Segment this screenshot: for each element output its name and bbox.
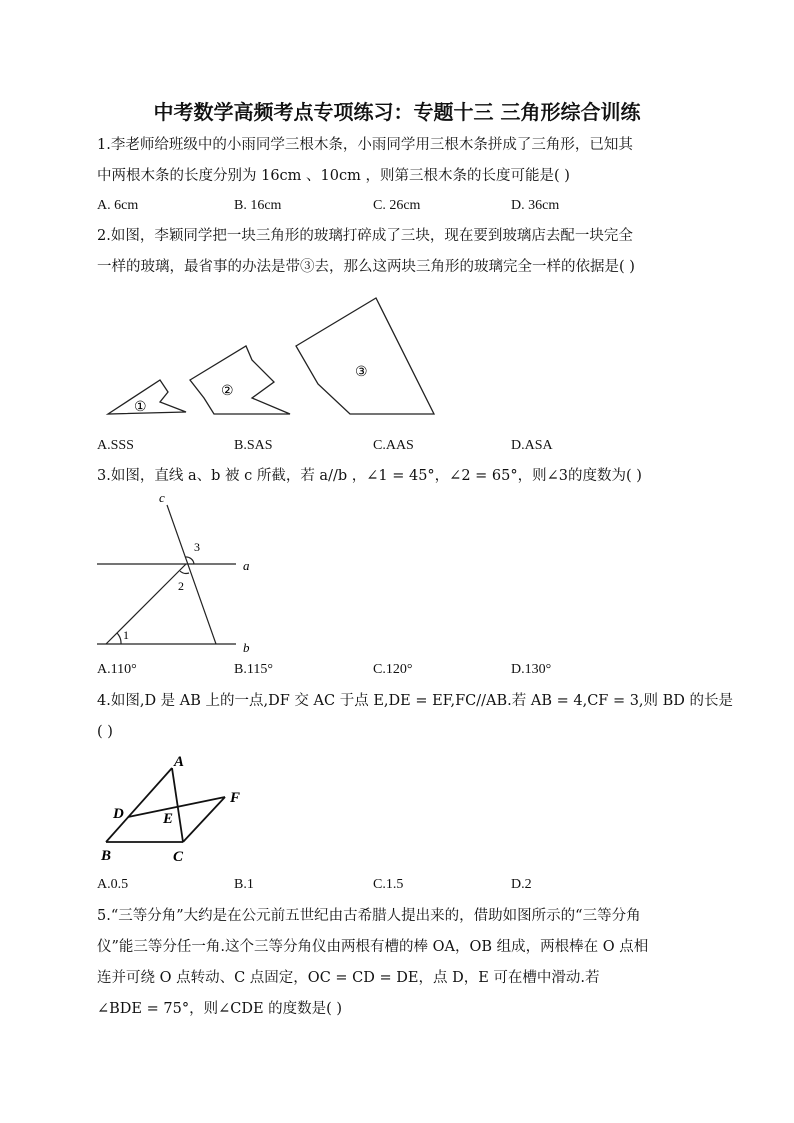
label-c: c xyxy=(159,490,165,505)
label-point-d: D xyxy=(113,806,124,822)
label-point-f: F xyxy=(230,790,241,806)
q2-option-d: D.ASA xyxy=(511,438,553,453)
label-point-c: C xyxy=(173,849,184,865)
q2-line-2: 一样的玻璃，最省事的办法是带③去，那么这两块三角形的玻璃完全一样的依据是( ) xyxy=(97,259,635,275)
label-point-b: B xyxy=(101,848,112,864)
q3-line-1: 3.如图，直线 a、b 被 c 所截，若 a//b ，∠1 = 45°，∠2 = 65°，则∠3的度数为( ) xyxy=(97,468,642,484)
q5-line-1: 5.“三等分角”大约是在公元前五世纪由古希腊人提出来的，借助如图所示的“三等分角 xyxy=(97,908,641,924)
label-angle-2: 2 xyxy=(178,579,184,593)
q3-option-a: A.110° xyxy=(97,662,137,677)
glass-label-1: ① xyxy=(134,400,147,415)
page-title: 中考数学高频考点专项练习：专题十三 三角形综合训练 xyxy=(153,100,641,124)
q4-line-1: 4.如图,D 是 AB 上的一点,DF 交 AC 于点 E,DE = EF,FC//AB.若 AB = 4,CF = 3,则 BD 的长是 xyxy=(97,693,734,709)
label-point-a: A xyxy=(174,754,185,770)
q4-option-b: B.1 xyxy=(234,877,254,892)
glass-label-3: ③ xyxy=(355,365,368,380)
label-angle-3: 3 xyxy=(194,540,200,554)
label-angle-1: 1 xyxy=(123,628,129,642)
q3-option-b: B.115° xyxy=(234,662,273,677)
q1-line-2: 中两根木条的长度分别为 16cm 、10cm ，则第三根木条的长度可能是( ) xyxy=(97,168,570,184)
q4-option-d: D.2 xyxy=(511,877,532,892)
q1-option-c: C. 26cm xyxy=(373,198,421,213)
q2-option-a: A.SSS xyxy=(97,438,134,453)
q2-option-c: C.AAS xyxy=(373,438,414,453)
glass-label-2: ② xyxy=(221,384,234,399)
q2-line-1: 2.如图，李颖同学把一块三角形的玻璃打碎成了三块，现在要到玻璃店去配一块完全 xyxy=(97,228,633,244)
q5-line-2: 仪”能三等分任一角.这个三等分角仪由两根有槽的棒 OA，OB 组成，两根棒在 O 点相 xyxy=(97,939,649,955)
label-a: a xyxy=(243,558,250,573)
q4-line-2: ( ) xyxy=(97,724,113,740)
segment-ab xyxy=(106,768,172,842)
q5-line-3: 连并可绕 O 点转动、C 点固定，OC = CD = DE，点 D，E 可在槽中滑动.若 xyxy=(97,970,600,986)
label-point-e: E xyxy=(163,811,174,827)
q5-line-4: ∠BDE = 75°，则∠CDE 的度数是( ) xyxy=(97,1001,343,1017)
label-b: b xyxy=(243,640,250,655)
q1-line-1: 1.李老师给班级中的小雨同学三根木条，小雨同学用三根木条拼成了三角形，已知其 xyxy=(97,137,633,153)
segment-ac xyxy=(172,768,183,842)
q1-option-d: D. 36cm xyxy=(511,198,560,213)
q4-option-a: A.0.5 xyxy=(97,877,129,892)
q2-option-b: B.SAS xyxy=(234,438,273,453)
q1-option-a: A. 6cm xyxy=(97,198,139,213)
q3-option-c: C.120° xyxy=(373,662,413,677)
q1-option-b: B. 16cm xyxy=(234,198,282,213)
q3-option-d: D.130° xyxy=(511,662,552,677)
q4-option-c: C.1.5 xyxy=(373,877,404,892)
